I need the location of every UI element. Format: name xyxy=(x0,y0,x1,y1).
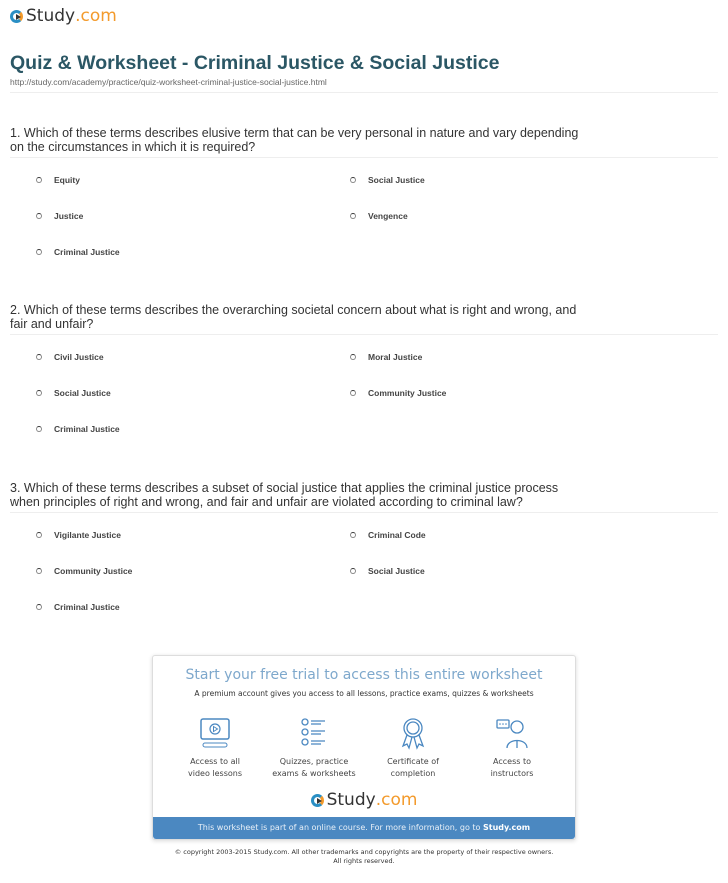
quiz-list-icon xyxy=(297,716,331,750)
copyright-footer: © copyright 2003-2015 Study.com. All other trademarks and copyrights are the property of their respective owners. All rights reserved. xyxy=(174,848,554,865)
certificate-icon xyxy=(396,716,430,750)
play-logo-icon xyxy=(10,10,23,23)
radio-button[interactable] xyxy=(36,354,42,360)
radio-button[interactable] xyxy=(350,213,356,219)
feature-instructors: Access to instructors xyxy=(462,716,562,780)
radio-button[interactable] xyxy=(350,532,356,538)
radio-button[interactable] xyxy=(36,390,42,396)
answer-option[interactable]: Criminal Code xyxy=(350,530,426,540)
radio-button[interactable] xyxy=(36,532,42,538)
study-link[interactable]: Study.com xyxy=(482,823,531,832)
radio-button[interactable] xyxy=(36,249,42,255)
promo-subtitle: A premium account gives you access to all lessons, practice exams, quizzes & worksheets xyxy=(194,689,534,698)
divider xyxy=(10,334,718,335)
radio-button[interactable] xyxy=(350,390,356,396)
radio-button[interactable] xyxy=(36,426,42,432)
answer-option[interactable]: Community Justice xyxy=(350,388,446,398)
promo-title: Start your free trial to access this entire worksheet xyxy=(185,667,543,683)
answer-option[interactable]: Social Justice xyxy=(36,388,111,398)
answer-option[interactable]: Criminal Justice xyxy=(36,247,120,257)
answer-option[interactable]: Criminal Justice xyxy=(36,602,120,612)
radio-button[interactable] xyxy=(36,177,42,183)
answer-option[interactable]: Social Justice xyxy=(350,566,425,576)
divider xyxy=(10,92,718,93)
answer-option[interactable]: Civil Justice xyxy=(36,352,104,362)
question-text: 1. Which of these terms describes elusive term that can be very personal in nature and vary depending on the circumstances in which it is required? xyxy=(10,126,579,154)
radio-button[interactable] xyxy=(36,213,42,219)
page-url: http://study.com/academy/practice/quiz-worksheet-criminal-justice-social-justice.html xyxy=(10,77,327,87)
instructor-icon xyxy=(495,716,529,750)
question-text: 3. Which of these terms describes a subset of social justice that applies the criminal justice process when principles of right and wrong, and fair and unfair are violated according to criminal law? xyxy=(10,481,559,509)
answer-option[interactable]: Criminal Justice xyxy=(36,424,120,434)
radio-button[interactable] xyxy=(350,177,356,183)
radio-button[interactable] xyxy=(36,568,42,574)
video-lesson-icon xyxy=(198,716,232,750)
answer-option[interactable]: Moral Justice xyxy=(350,352,422,362)
question-text: 2. Which of these terms describes the overarching societal concern about what is right and wrong, and fair and unfair? xyxy=(10,303,577,331)
study-logo-promo[interactable]: Study .com xyxy=(153,790,575,810)
free-trial-promo xyxy=(152,655,576,840)
feature-quizzes: Quizzes, practice exams & worksheets xyxy=(264,716,364,780)
radio-button[interactable] xyxy=(350,568,356,574)
answer-option[interactable]: Community Justice xyxy=(36,566,132,576)
radio-button[interactable] xyxy=(350,354,356,360)
feature-certificate: Certificate of completion xyxy=(363,716,463,780)
divider xyxy=(10,512,718,513)
page-title: Quiz & Worksheet - Criminal Justice & Social Justice xyxy=(10,52,500,74)
divider xyxy=(10,157,718,158)
radio-button[interactable] xyxy=(36,604,42,610)
answer-option[interactable]: Vigilante Justice xyxy=(36,530,121,540)
online-course-banner: This worksheet is part of an online course. For more information, go to Study.com xyxy=(153,817,575,839)
answer-option[interactable]: Social Justice xyxy=(350,175,425,185)
answer-option[interactable]: Justice xyxy=(36,211,83,221)
study-logo[interactable]: Study .com xyxy=(10,6,117,26)
play-logo-icon xyxy=(311,794,324,807)
answer-option[interactable]: Equity xyxy=(36,175,80,185)
answer-option[interactable]: Vengence xyxy=(350,211,408,221)
feature-video-lessons: Access to all video lessons xyxy=(165,716,265,780)
